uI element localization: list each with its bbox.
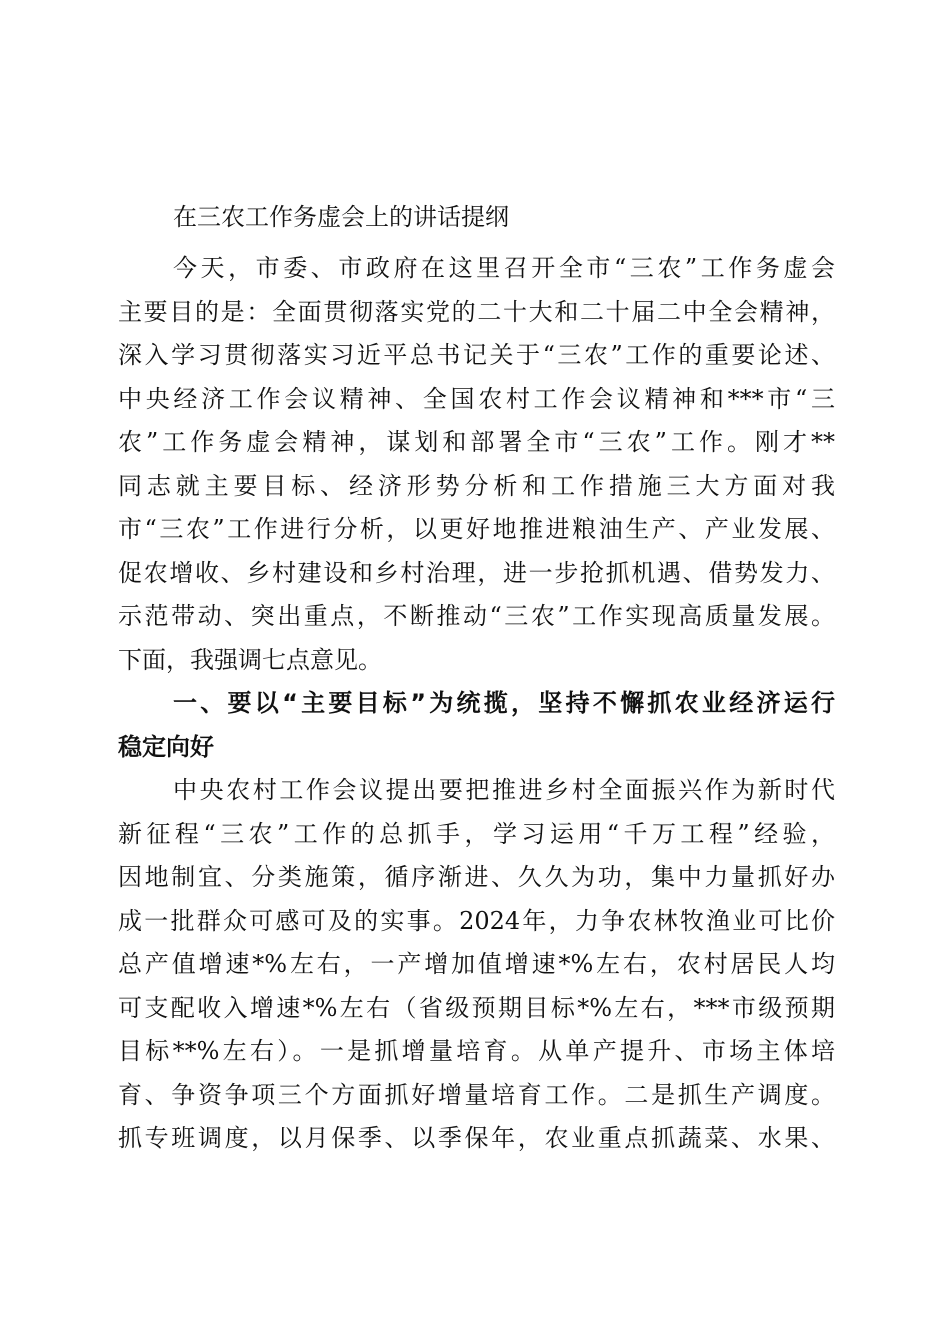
paragraph-line: 同志就主要目标、经济形势分析和工作措施三大方面对我 (118, 471, 835, 500)
paragraph-line: 深入学习贯彻落实习近平总书记关于“三农”工作的重要论述、 (118, 341, 835, 369)
paragraph-line: 农”工作务虚会精神，谋划和部署全市“三农”工作。刚才** (118, 428, 835, 456)
paragraph-line: 下面，我强调七点意见。 (118, 645, 382, 674)
paragraph-line: 主要目的是：全面贯彻落实党的二十大和二十届二中全会精神， (118, 297, 835, 326)
paragraph-line: 中央经济工作会议精神、全国农村工作会议精神和***市“三 (118, 384, 835, 413)
section-heading-line: 一、要以“主要目标”为统揽，坚持不懈抓农业经济运行 (173, 689, 835, 717)
paragraph-line: 今天，市委、市政府在这里召开全市“三农”工作务虚会 (173, 254, 835, 282)
paragraph-line: 因地制宜、分类施策，循序渐进、久久为功，集中力量抓好办 (118, 863, 835, 891)
paragraph-line: 促农增收、乡村建设和乡村治理，进一步抢抓机遇、借势发力、 (118, 558, 835, 587)
paragraph-line: 抓专班调度，以月保季、以季保年，农业重点抓蔬菜、水果、 (118, 1124, 835, 1152)
paragraph-line: 市“三农”工作进行分析，以更好地推进粮油生产、产业发展、 (118, 515, 835, 543)
paragraph-line: 成一批群众可感可及的实事。2024年，力争农林牧渔业可比价 (118, 906, 835, 935)
document-title: 在三农工作务虚会上的讲话提纲 (173, 203, 509, 231)
paragraph-line: 目标**%左右）。一是抓增量培育。从单产提升、市场主体培 (118, 1037, 835, 1065)
paragraph-line: 中央农村工作会议提出要把推进乡村全面振兴作为新时代 (173, 776, 835, 804)
paragraph-line: 示范带动、突出重点，不断推动“三农”工作实现高质量发展。 (118, 602, 835, 630)
paragraph-line: 育、争资争项三个方面抓好增量培育工作。二是抓生产调度。 (118, 1080, 835, 1109)
paragraph-line: 总产值增速*%左右，一产增加值增速*%左右，农村居民人均 (118, 950, 835, 978)
paragraph-line: 新征程“三农”工作的总抓手，学习运用“千万工程”经验， (118, 819, 835, 848)
section-heading-line: 稳定向好 (118, 732, 214, 761)
paragraph-line: 可支配收入增速*%左右（省级预期目标*%左右，***市级预期 (118, 993, 835, 1022)
